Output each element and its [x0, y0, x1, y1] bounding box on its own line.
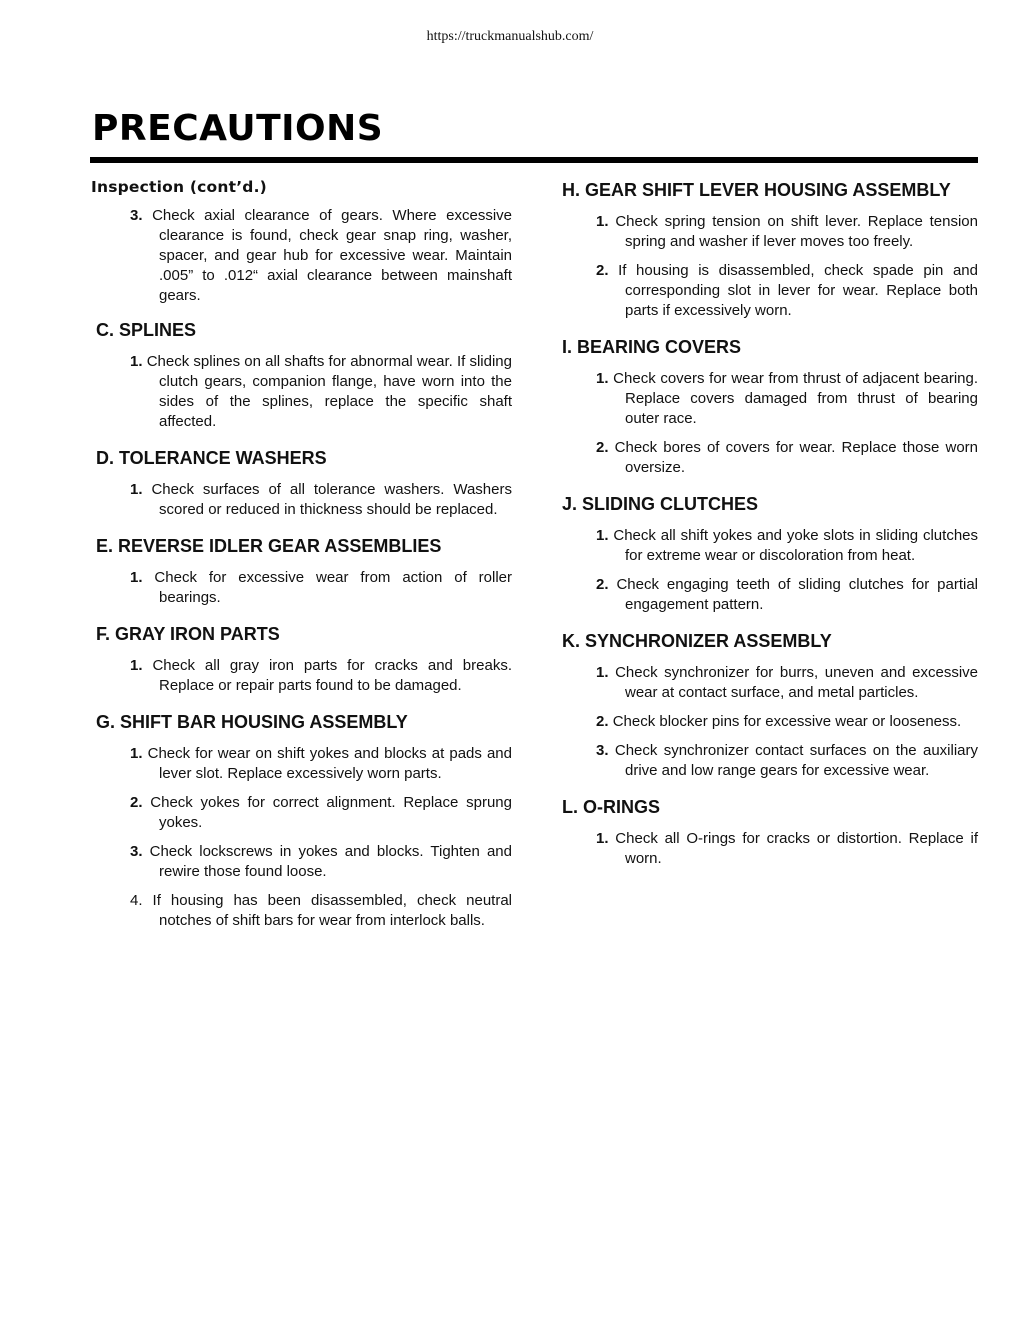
- item-number: 1.: [130, 657, 143, 674]
- list-item: [596, 438, 978, 478]
- section-g-shift-bar-housing-assembly: [90, 710, 512, 931]
- source-url: https://truckmanualshub.com/: [426, 29, 594, 44]
- section-heading: C. SPLINES: [96, 320, 197, 340]
- left-column: [90, 178, 512, 945]
- title-rule: [90, 157, 978, 163]
- item-number: 3.: [130, 843, 143, 860]
- left-sections: [90, 318, 512, 931]
- section-j-sliding-clutches: [556, 492, 978, 615]
- item-number: 4.: [130, 892, 143, 909]
- section-heading: G. SHIFT BAR HOUSING ASSEMBLY: [96, 712, 408, 732]
- section-heading: L. O-RINGS: [562, 797, 660, 817]
- section-e-reverse-idler-gear-assemblies: [90, 534, 512, 608]
- item-number: 2.: [130, 794, 143, 811]
- item-text: Check all O-rings for cracks or distortion. Replace if worn.: [615, 830, 978, 867]
- right-sections: [556, 178, 978, 869]
- list-item: [596, 526, 978, 566]
- list-item: [130, 352, 512, 432]
- section-heading: F. GRAY IRON PARTS: [96, 624, 280, 644]
- item-text: Check synchronizer contact surfaces on the auxiliary drive and low range gears for excessive wear.: [614, 742, 979, 779]
- list-item: [596, 663, 978, 703]
- item-text: Check bores of covers for wear. Replace those worn oversize.: [614, 439, 979, 476]
- item-number: 1.: [130, 353, 143, 370]
- item-number: 1.: [130, 481, 143, 498]
- list-item: [130, 842, 512, 882]
- item-number: 1.: [596, 527, 609, 544]
- item-text: If housing has been disassembled, check neutral notches of shift bars for wear from interlock balls.: [152, 892, 513, 929]
- page-title: PRECAUTIONS: [92, 108, 384, 149]
- inspection-subheading: Inspection (cont’d.): [91, 178, 267, 196]
- list-item: [130, 206, 512, 306]
- list-item: [596, 741, 978, 781]
- section-heading: I. BEARING COVERS: [562, 337, 742, 357]
- list-item: [130, 480, 512, 520]
- item-text: Check for wear on shift yokes and blocks at pads and lever slot. Replace excessively worn parts.: [147, 745, 512, 782]
- list-item: [596, 575, 978, 615]
- section-k-synchronizer-assembly: [556, 629, 978, 781]
- item-text: Check axial clearance of gears. Where excessive clearance is found, check gear snap ring, washer, spacer, and gear hub for excessive wear. Maintain .005” to .012“ axial clearance between mainshaft gears.: [152, 207, 513, 304]
- list-item: [596, 829, 978, 869]
- list-item: [596, 712, 978, 732]
- item-number: 1.: [596, 830, 609, 847]
- right-column: [556, 178, 978, 883]
- item-text: Check blocker pins for excessive wear or looseness.: [612, 713, 962, 730]
- list-item: [130, 891, 512, 931]
- item-text: Check spring tension on shift lever. Replace tension spring and washer if lever moves too freely.: [615, 213, 978, 250]
- item-number: 2.: [596, 439, 609, 456]
- section-heading: D. TOLERANCE WASHERS: [96, 448, 327, 468]
- list-item: [130, 656, 512, 696]
- item-text: Check all shift yokes and yoke slots in sliding clutches for extreme wear or discoloration from heat.: [613, 527, 978, 564]
- section-heading: K. SYNCHRONIZER ASSEMBLY: [562, 631, 832, 651]
- section-i-bearing-covers: [556, 335, 978, 478]
- list-item: [596, 369, 978, 429]
- item-text: Check yokes for correct alignment. Replace sprung yokes.: [150, 794, 512, 831]
- item-number: 1.: [130, 745, 143, 762]
- section-l-o-rings: [556, 795, 978, 869]
- item-number: 1.: [130, 569, 143, 586]
- list-item: [596, 212, 978, 252]
- item-text: Check covers for wear from thrust of adjacent bearing. Replace covers damaged from thrust of bearing outer race.: [613, 370, 979, 427]
- item-text: Check all gray iron parts for cracks and breaks. Replace or repair parts found to be damaged.: [152, 657, 512, 694]
- item-text: Check lockscrews in yokes and blocks. Tighten and rewire those found loose.: [149, 843, 512, 880]
- item-number: 2.: [596, 576, 609, 593]
- item-number: 3.: [596, 742, 609, 759]
- item-text: If housing is disassembled, check spade pin and corresponding slot in lever for wear. Replace both parts if excessively worn.: [618, 262, 978, 319]
- item-text: Check splines on all shafts for abnormal wear. If sliding clutch gears, companion flange, have worn into the sides of the splines, replace the specific shaft affected.: [146, 353, 512, 430]
- section-h-gear-shift-lever-housing-assembly: [556, 178, 978, 321]
- item-text: Check for excessive wear from action of roller bearings.: [154, 569, 512, 606]
- item-text: Check synchronizer for burrs, uneven and excessive wear at contact surface, and metal particles.: [615, 664, 978, 701]
- list-item: [130, 744, 512, 784]
- item-number: 1.: [596, 213, 609, 230]
- section-d-tolerance-washers: [90, 446, 512, 520]
- item-number: 1.: [596, 370, 609, 387]
- item-number: 2.: [596, 262, 609, 279]
- item-number: 3.: [130, 207, 143, 224]
- item-number: 1.: [596, 664, 609, 681]
- item-text: Check surfaces of all tolerance washers. Washers scored or reduced in thickness should be replaced.: [151, 481, 512, 518]
- section-heading: H. GEAR SHIFT LEVER HOUSING ASSEMBLY: [562, 180, 951, 200]
- item-number: 2.: [596, 713, 609, 730]
- section-heading: J. SLIDING CLUTCHES: [562, 494, 759, 514]
- item-text: Check engaging teeth of sliding clutches for partial engagement pattern.: [616, 576, 978, 613]
- section-heading: E. REVERSE IDLER GEAR ASSEMBLIES: [96, 536, 442, 556]
- list-item: [130, 793, 512, 833]
- section-c-splines: [90, 318, 512, 432]
- list-item: [130, 568, 512, 608]
- section-f-gray-iron-parts: [90, 622, 512, 696]
- list-item: [596, 261, 978, 321]
